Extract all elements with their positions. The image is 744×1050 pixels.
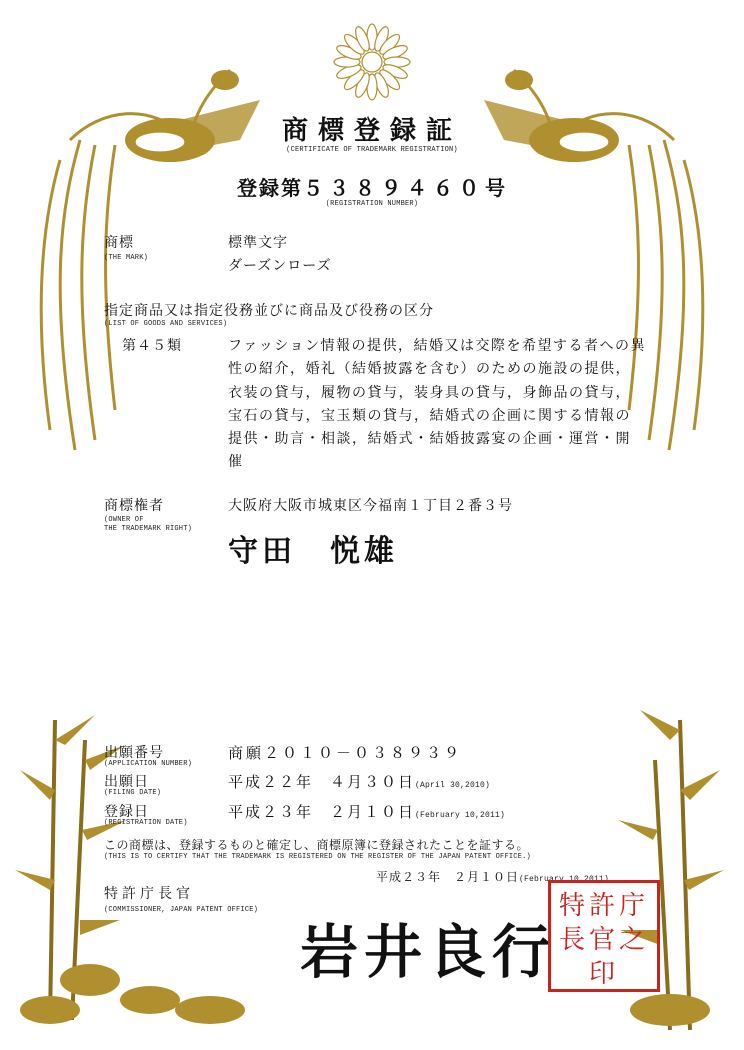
owner-label-en-1: (OWNER OF: [104, 516, 144, 524]
filing-label: 出願日: [104, 774, 149, 790]
official-seal: 特許庁長官之印: [548, 880, 660, 992]
mark-label-en: (THE MARK): [104, 254, 149, 262]
chrysanthemum-crest-icon: [332, 22, 412, 102]
filing-value: [228, 771, 490, 792]
certify-text-en: (THIS IS TO CERTIFY THAT THE TRADEMARK IS REGISTERED ON THE REGISTER OF THE JAPAN PATENT OFFICE.): [104, 853, 531, 861]
commissioner-label-en: (COMMISSIONER, JAPAN PATENT OFFICE): [104, 906, 259, 914]
registration-date-label-en: (REGISTRATION DATE): [104, 819, 188, 827]
certify-date-jp: 平成２３年 ２月１０日: [376, 870, 520, 884]
filing-date: 平成２２年 ４月３０日: [228, 773, 416, 791]
registration-suffix: 号: [485, 176, 507, 200]
mark-type: 標準文字: [228, 235, 288, 251]
owner-label-en-2: THE TRADEMARK RIGHT): [104, 525, 193, 533]
owner-name: 守田 悦雄: [228, 534, 398, 569]
filing-label-en: (FILING DATE): [104, 789, 162, 797]
commissioner-label: 特許庁長官: [104, 886, 194, 902]
page-title-en: (CERTIFICATE OF TRADEMARK REGISTRATION): [286, 146, 458, 154]
application-label: 出願番号: [104, 745, 164, 761]
registration-date-en: (February 10,2011): [415, 811, 506, 820]
certify-text: この商標は、登録するものと確定し、商標原簿に登録されたことを証する。: [104, 838, 530, 852]
goods-heading-en: (LIST OF GOODS AND SERVICES): [104, 320, 228, 328]
owner-label: 商標権者: [104, 498, 164, 514]
registration-number-en: (REGISTRATION NUMBER): [325, 200, 419, 208]
mark-value: ダーズンローズ: [228, 258, 332, 274]
goods-class: 第４５類: [122, 338, 182, 354]
mark-label: 商標: [104, 235, 134, 251]
goods-text: ファッション情報の提供，結婚又は交際を希望する者への異性の紹介，婚礼（結婚披露を含む）のための施設の提供，衣装の貸与，履物の貸与，装身具の貸与，身飾品の貸与，宝石の貸与，宝玉類の貸与，結婚式の企画に関する情報の提供・助言・相談，結婚式・結婚披露宴の企画・運営・開催: [228, 338, 646, 471]
page-title: 商標登録証: [281, 116, 462, 146]
registration-number-value: ５３８９４６０: [303, 176, 485, 200]
goods-heading: 指定商品又は指定役務並びに商品及び役務の区分: [104, 303, 434, 319]
filing-date-en: (April 30,2010): [415, 781, 491, 790]
registration-date-label: 登録日: [104, 804, 149, 820]
commissioner-name: 岩井良行: [300, 918, 557, 986]
registration-date: 平成２３年 ２月１０日: [228, 803, 416, 821]
registration-label: 登録第: [237, 176, 303, 200]
registration-number: [0, 172, 744, 201]
certify-date-en: (February 10,2011): [519, 875, 610, 884]
application-value: 商願２０１０－０３８９３９: [228, 744, 463, 762]
owner-address: 大阪府大阪市城東区今福南１丁目２番３号: [228, 498, 513, 514]
registration-date-value: [228, 801, 505, 822]
application-label-en: (APPLICATION NUMBER): [104, 760, 193, 768]
